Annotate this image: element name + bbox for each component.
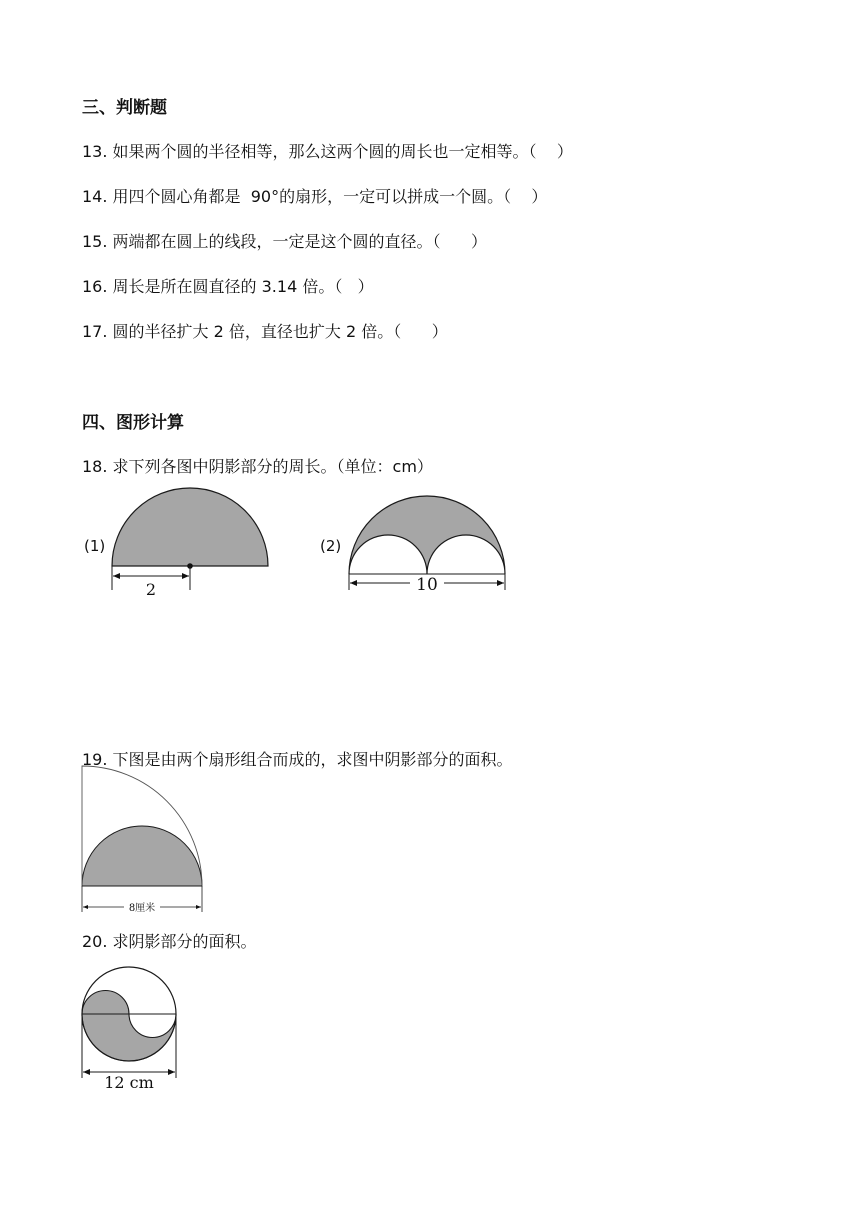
figure-19 — [76, 776, 216, 920]
shaded-semicircle — [82, 826, 202, 886]
section-3-title: 三、判断题 — [82, 98, 167, 118]
question-14: 14. 用四个圆心角都是 90°的扇形，一定可以拼成一个圆。（ ） — [82, 187, 548, 206]
figure-18-2-label: (2) — [320, 537, 342, 555]
arrow-left-icon — [83, 1069, 90, 1075]
arrow-right-icon — [168, 1069, 175, 1075]
question-13: 13. 如果两个圆的半径相等，那么这两个圆的周长也一定相等。（ ） — [82, 142, 573, 161]
dim-label-diameter: 12 cm — [104, 1073, 154, 1092]
arrow-right-icon — [182, 573, 189, 579]
shaded-region — [82, 991, 176, 1062]
shaded-region — [349, 496, 505, 574]
arrow-right-icon — [497, 580, 504, 586]
question-20: 20. 求阴影部分的面积。 — [82, 932, 257, 951]
arrow-left-icon — [83, 905, 88, 909]
question-18: 18. 求下列各图中阴影部分的周长。（单位：cm） — [82, 457, 433, 476]
dim-label-diameter: 10 — [416, 575, 438, 595]
semicircle-shape — [112, 488, 268, 566]
question-15: 15. 两端都在圆上的线段，一定是这个圆的直径。（ ） — [82, 232, 488, 251]
figure-18-1-label: (1) — [84, 537, 106, 555]
figure-20 — [76, 962, 186, 1092]
section-4-title: 四、图形计算 — [82, 413, 184, 433]
arrow-left-icon — [350, 580, 357, 586]
arrow-left-icon — [113, 573, 120, 579]
question-19: 19. 下图是由两个扇形组合而成的，求图中阴影部分的面积。 — [82, 750, 513, 769]
arrow-right-icon — [196, 905, 201, 909]
dim-label-radius: 2 — [145, 580, 157, 599]
dim-label-length: 8厘米 — [128, 903, 156, 914]
question-16: 16. 周长是所在圆直径的 3.14 倍。（ ） — [82, 277, 374, 296]
question-17: 17. 圆的半径扩大 2 倍，直径也扩大 2 倍。（ ） — [82, 322, 448, 341]
figure-18-1 — [80, 494, 280, 604]
figure-18-2 — [316, 494, 516, 604]
